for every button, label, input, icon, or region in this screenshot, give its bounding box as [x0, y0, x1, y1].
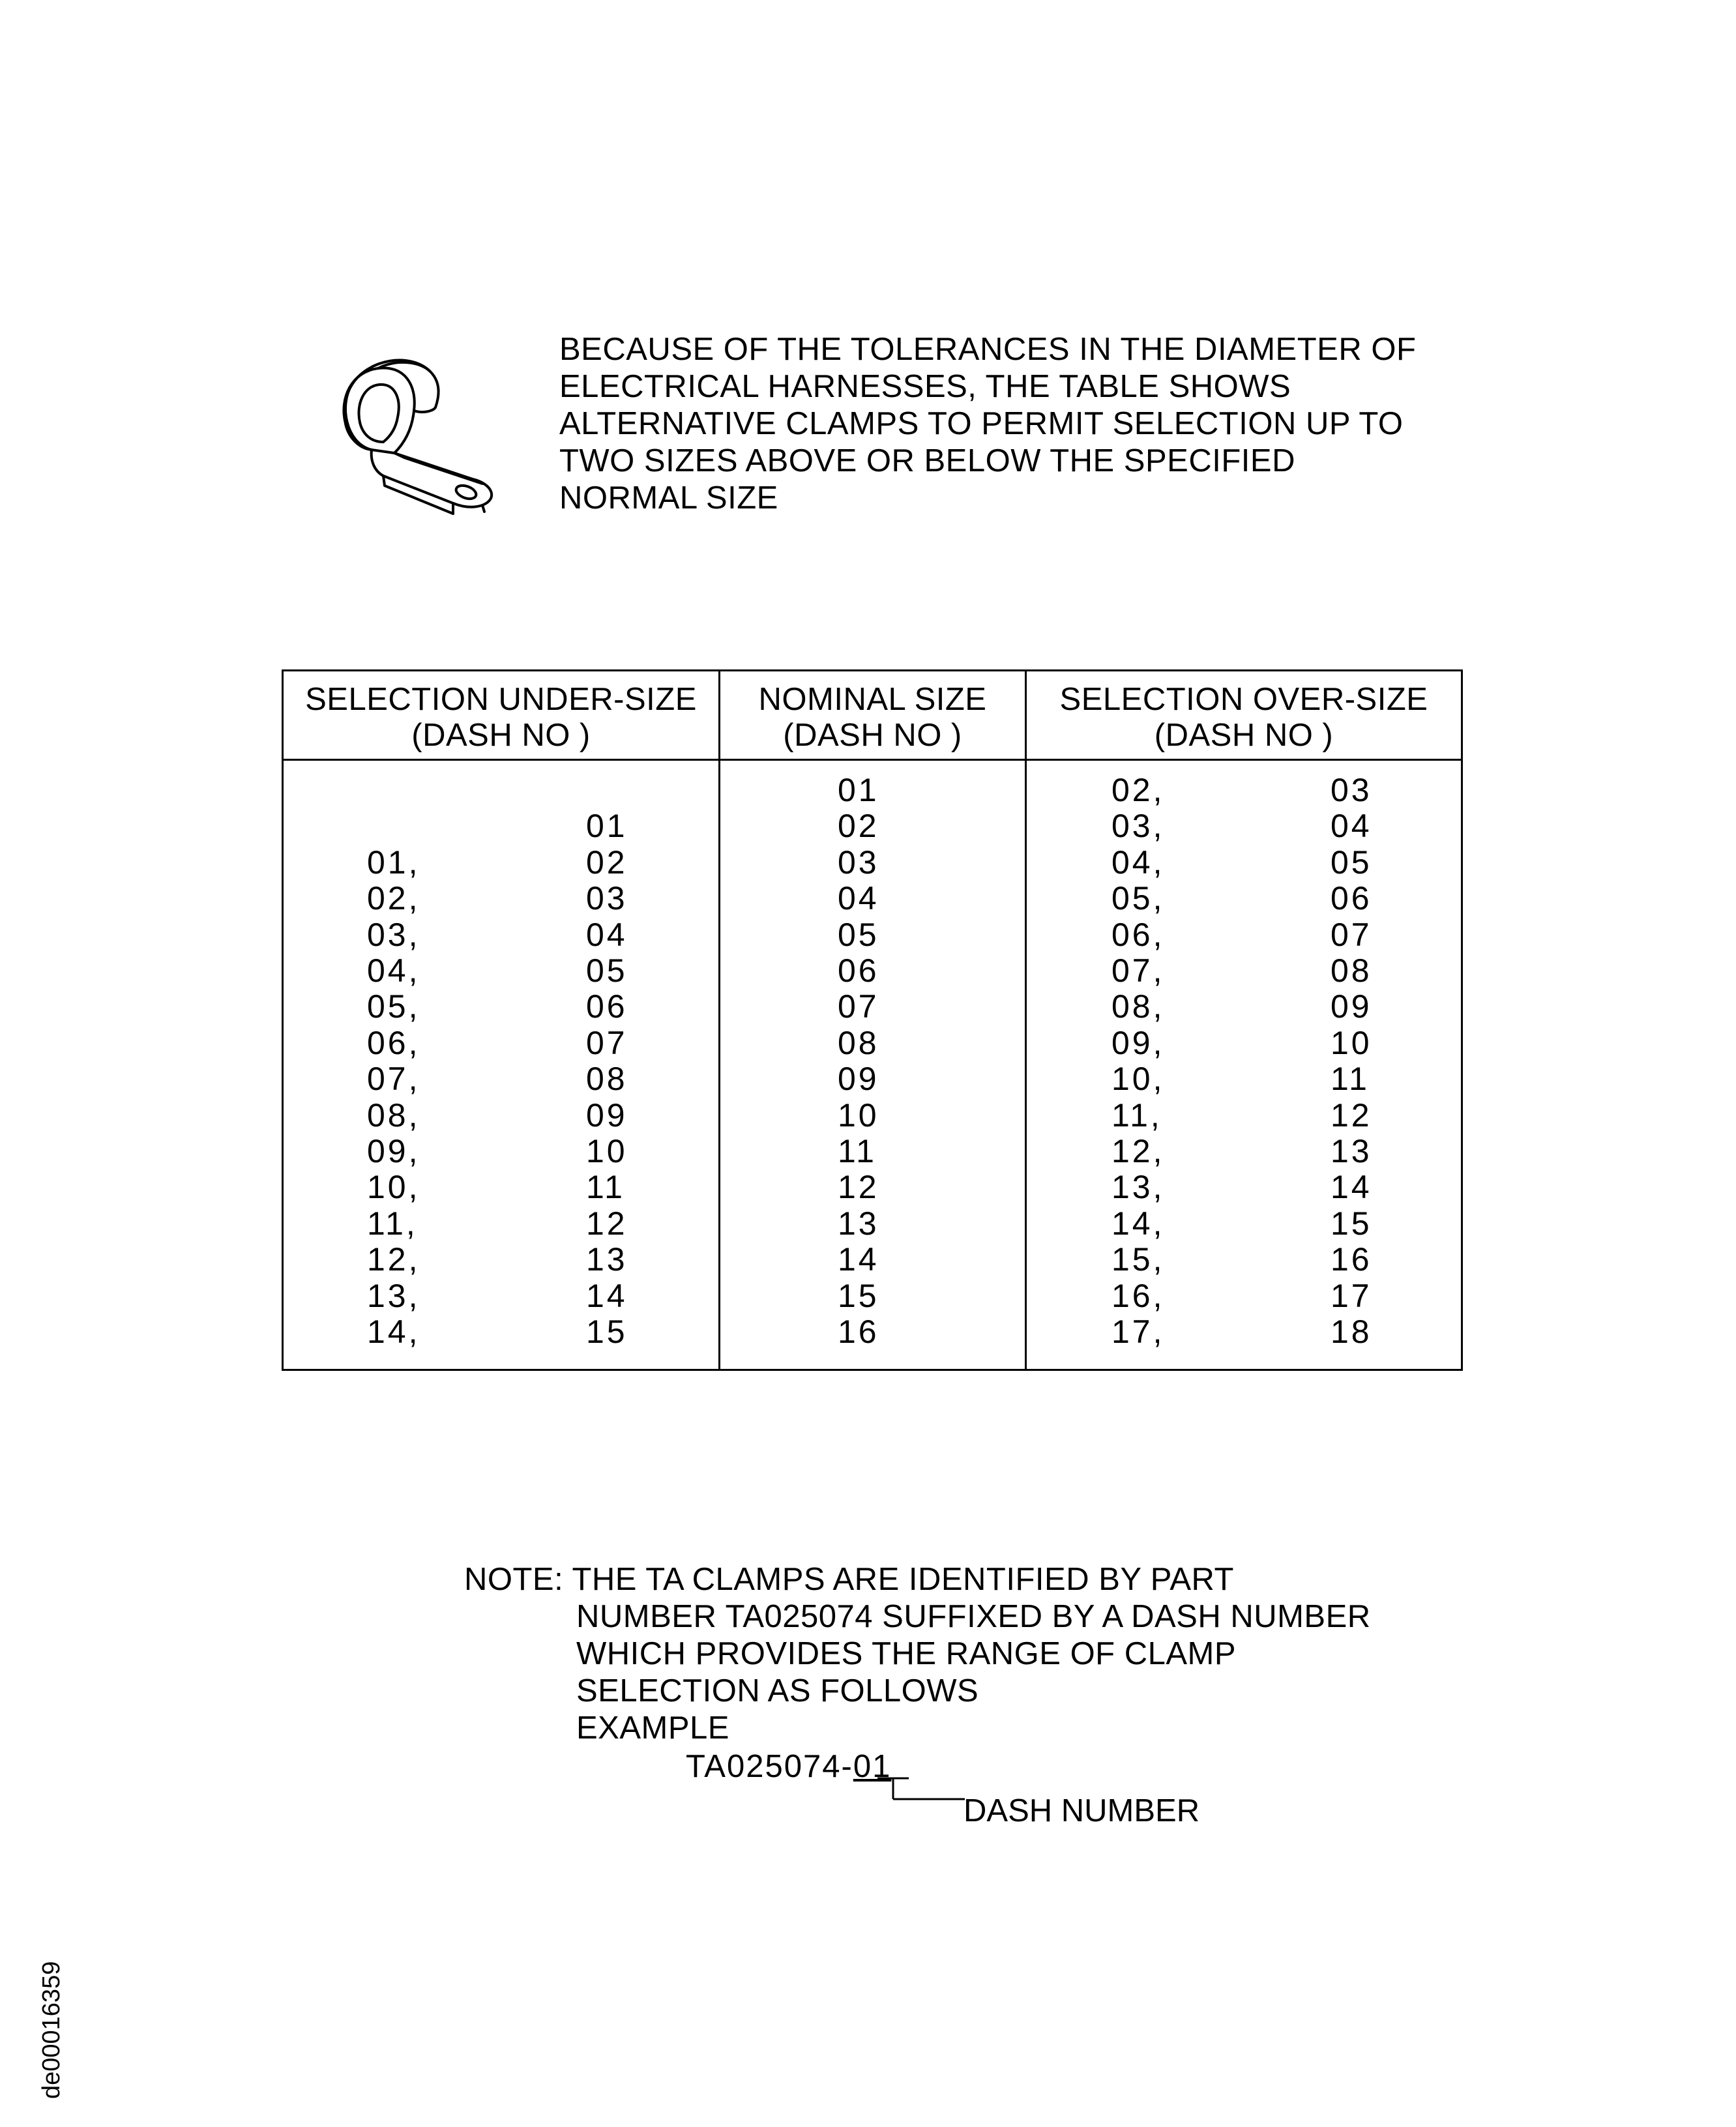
table-cell-under-b: 07 — [586, 1024, 628, 1061]
table-cell-nominal: 14 — [838, 1241, 879, 1278]
header-over-size: SELECTION OVER-SIZE (DASH NO ) — [1059, 682, 1428, 753]
example-prefix: TA025074- — [686, 1749, 853, 1784]
table-cell-nominal: 15 — [838, 1277, 879, 1314]
dash-number-label: DASH NUMBER — [964, 1793, 1200, 1828]
table-cell-over-b: 07 — [1331, 916, 1372, 953]
intro-line: TWO SIZES ABOVE OR BELOW THE SPECIFIED — [559, 443, 1295, 478]
table-cell-nominal: 03 — [838, 843, 879, 881]
table-cell-under-b: 10 — [586, 1133, 628, 1169]
intro-line: BECAUSE OF THE TOLERANCES IN THE DIAMETER OF — [559, 332, 1417, 367]
dash-number-pointer — [867, 1776, 971, 1821]
table-cell-nominal: 13 — [838, 1205, 879, 1242]
table-cell-under-b: 06 — [586, 988, 628, 1025]
note-block — [464, 1561, 1371, 1747]
table-cell-over-a: 13, — [1111, 1169, 1165, 1206]
intro-line: ALTERNATIVE CLAMPS TO PERMIT SELECTION UP TO — [559, 406, 1404, 441]
clamp-selection-table — [282, 669, 1463, 1371]
table-cell-over-a: 09, — [1111, 1024, 1165, 1061]
p-clamp-icon — [332, 345, 508, 515]
table-cell-over-a: 14, — [1111, 1205, 1165, 1242]
table-cell-over-b: 17 — [1331, 1277, 1372, 1314]
table-cell-over-b: 10 — [1331, 1024, 1372, 1061]
note-prefix: NOTE: — [464, 1562, 564, 1597]
table-cell-over-a: 04, — [1111, 843, 1165, 881]
example-dash-number: 01 — [853, 1749, 892, 1784]
table-cell-over-a: 12, — [1111, 1133, 1165, 1169]
header-nominal-size: NOMINAL SIZE (DASH NO ) — [758, 682, 987, 753]
table-cell-under-a: 11, — [367, 1205, 418, 1242]
table-cell-under-b: 12 — [586, 1205, 628, 1242]
table-cell-over-a: 11, — [1111, 1096, 1162, 1134]
table-cell-under-b: 15 — [586, 1313, 628, 1350]
table-cell-under-b: 13 — [586, 1241, 628, 1278]
table-cell-nominal: 12 — [838, 1169, 879, 1206]
table-cell-over-a: 16, — [1111, 1277, 1165, 1314]
table-cell-under-a: 13, — [367, 1277, 420, 1314]
table-cell-under-b: 04 — [586, 916, 628, 953]
table-cell-nominal: 06 — [838, 952, 879, 989]
table-cell-over-b: 13 — [1331, 1133, 1372, 1169]
table-cell-nominal: 10 — [838, 1096, 879, 1134]
table-cell-over-b: 16 — [1331, 1241, 1372, 1278]
table-cell-under-a: 14, — [367, 1313, 420, 1350]
table-cell-over-b: 11 — [1331, 1061, 1370, 1098]
table-cell-over-a: 02, — [1111, 772, 1165, 808]
table-cell-over-a: 10, — [1111, 1061, 1165, 1098]
intro-line: NORMAL SIZE — [559, 480, 778, 516]
table-cell-over-b: 18 — [1331, 1313, 1372, 1350]
table-cell-under-b: 14 — [586, 1277, 628, 1314]
note-line: NUMBER TA025074 SUFFIXED BY A DASH NUMBER — [576, 1599, 1371, 1634]
table-cell-under-a: 03, — [367, 916, 420, 953]
table-cell-nominal: 11 — [838, 1133, 877, 1169]
table-cell-under-b: 09 — [586, 1096, 628, 1134]
table-cell-nominal: 09 — [838, 1061, 879, 1098]
table-cell-under-a: 02, — [367, 880, 420, 917]
table-cell-over-b: 09 — [1331, 988, 1372, 1025]
table-cell-under-a: 05, — [367, 988, 420, 1025]
table-cell-nominal: 08 — [838, 1024, 879, 1061]
table-cell-over-a: 07, — [1111, 952, 1165, 989]
table-cell-under-a: 08, — [367, 1096, 420, 1134]
intro-line: ELECTRICAL HARNESSES, THE TABLE SHOWS — [559, 369, 1291, 404]
note-first-row — [464, 1561, 1371, 1598]
table-cell-over-a: 08, — [1111, 988, 1165, 1025]
document-id: de00016359 — [38, 1961, 65, 2099]
table-cell-over-a: 15, — [1111, 1241, 1165, 1278]
note-line: SELECTION AS FOLLOWS — [576, 1673, 979, 1709]
table-cell-under-a: 01, — [367, 843, 420, 881]
table-cell-under-a: 04, — [367, 952, 420, 989]
table-cell-over-b: 05 — [1331, 843, 1372, 881]
table-cell-under-b: 05 — [586, 952, 628, 989]
table-cell-under-a: 12, — [367, 1241, 420, 1278]
table-cell-under-b: 11 — [586, 1169, 625, 1206]
intro-paragraph — [559, 331, 1416, 517]
table-cell-under-b: 08 — [586, 1061, 628, 1098]
table-cell-nominal: 02 — [838, 808, 879, 845]
table-cell-under-a: 06, — [367, 1024, 420, 1061]
table-cell-over-b: 15 — [1331, 1205, 1372, 1242]
table-cell-over-b: 04 — [1331, 808, 1372, 845]
table-cell-under-a: 09, — [367, 1133, 420, 1169]
example-part-number — [686, 1748, 891, 1785]
table-cell-nominal: 01 — [838, 772, 879, 808]
note-line: WHICH PROVIDES THE RANGE OF CLAMP — [576, 1636, 1237, 1671]
table-cell-over-b: 06 — [1331, 880, 1372, 917]
table-cell-over-b: 08 — [1331, 952, 1372, 989]
table-cell-nominal: 07 — [838, 988, 879, 1025]
note-example-label: EXAMPLE — [576, 1710, 729, 1746]
table-cell-over-a: 05, — [1111, 880, 1165, 917]
header-divider — [284, 759, 1461, 761]
table-cell-over-b: 03 — [1331, 772, 1372, 808]
column-divider — [718, 671, 720, 1369]
table-cell-over-a: 03, — [1111, 808, 1165, 845]
table-cell-under-b: 03 — [586, 880, 628, 917]
table-cell-over-a: 06, — [1111, 916, 1165, 953]
table-cell-over-b: 14 — [1331, 1169, 1372, 1206]
table-cell-over-b: 12 — [1331, 1096, 1372, 1134]
column-divider — [1025, 671, 1027, 1369]
note-line: THE TA CLAMPS ARE IDENTIFIED BY PART — [572, 1562, 1234, 1597]
table-cell-nominal: 05 — [838, 916, 879, 953]
table-cell-under-b: 02 — [586, 843, 628, 881]
table-cell-under-a: 10, — [367, 1169, 420, 1206]
table-cell-under-b: 01 — [586, 808, 628, 845]
header-under-size: SELECTION UNDER-SIZE (DASH NO ) — [305, 682, 697, 753]
table-cell-nominal: 16 — [838, 1313, 879, 1350]
table-cell-nominal: 04 — [838, 880, 879, 917]
table-cell-under-a: 07, — [367, 1061, 420, 1098]
table-cell-over-a: 17, — [1111, 1313, 1165, 1350]
